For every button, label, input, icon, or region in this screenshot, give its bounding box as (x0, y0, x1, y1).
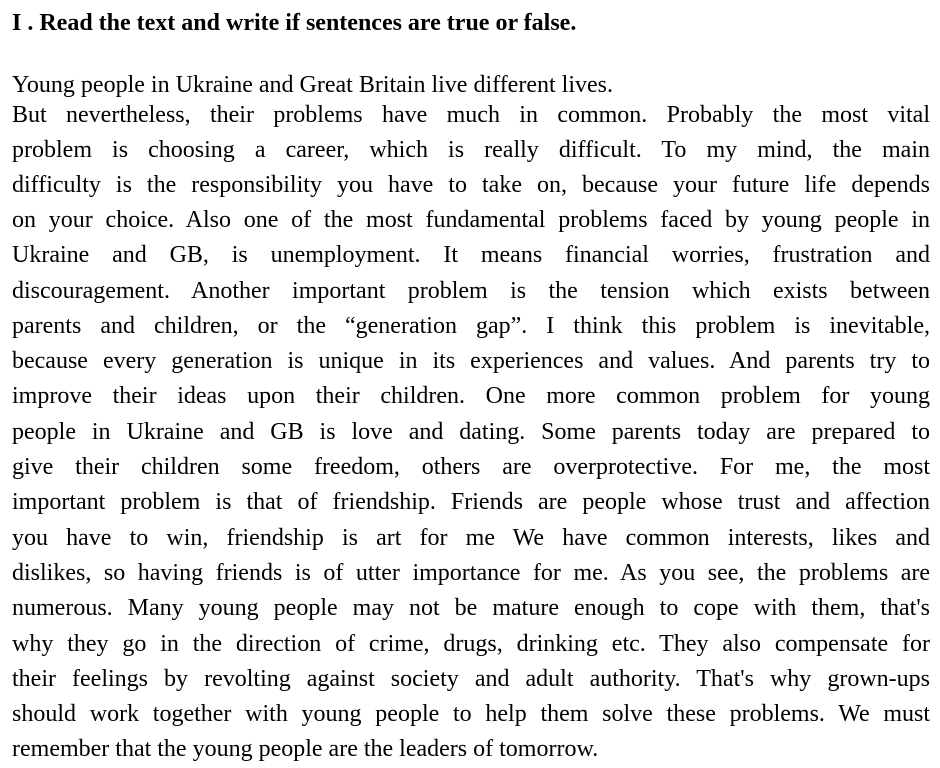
text-line: because every generation is unique in its experiences and values. And parents try to (12, 348, 930, 374)
text-line: numerous. Many young people may not be mature enough to cope with them, that's (12, 595, 930, 621)
text-line: dislikes, so having friends is of utter importance for me. As you see, the problems are (12, 560, 930, 586)
text-line: discouragement. Another important problem is the tension which exists between (12, 278, 930, 304)
text-line: should work together with young people to help them solve these problems. We must (12, 701, 930, 727)
text-line: remember that the young people are the leaders of tomorrow. (12, 736, 599, 762)
text-line: important problem is that of friendship. Friends are people whose trust and affection (12, 489, 930, 515)
text-line: But nevertheless, their problems have much in common. Probably the most vital (12, 102, 930, 128)
text-line: you have to win, friendship is art for me We have common interests, likes and (12, 525, 930, 551)
text-line: parents and children, or the “generation gap”. I think this problem is inevitable, (12, 313, 930, 339)
text-line: give their children some freedom, others are overprotective. For me, the most (12, 454, 930, 480)
text-line: Ukraine and GB, is unemployment. It means financial worries, frustration and (12, 242, 930, 268)
text-line: people in Ukraine and GB is love and dating. Some parents today are prepared to (12, 419, 930, 445)
text-line: on your choice. Also one of the most fundamental problems faced by young people in (12, 207, 930, 233)
exercise-heading: I . Read the text and write if sentences are true or false. (12, 10, 577, 36)
text-line: their feelings by revolting against society and adult authority. That's why grown-ups (12, 666, 930, 692)
text-line: problem is choosing a career, which is really difficult. To my mind, the main (12, 137, 930, 163)
text-line: improve their ideas upon their children. One more common problem for young (12, 383, 930, 409)
text-line: difficulty is the responsibility you have to take on, because your future life depends (12, 172, 930, 198)
text-line: why they go in the direction of crime, drugs, drinking etc. They also compensate for (12, 631, 930, 657)
intro-sentence: Young people in Ukraine and Great Britain live different lives. (12, 72, 613, 98)
